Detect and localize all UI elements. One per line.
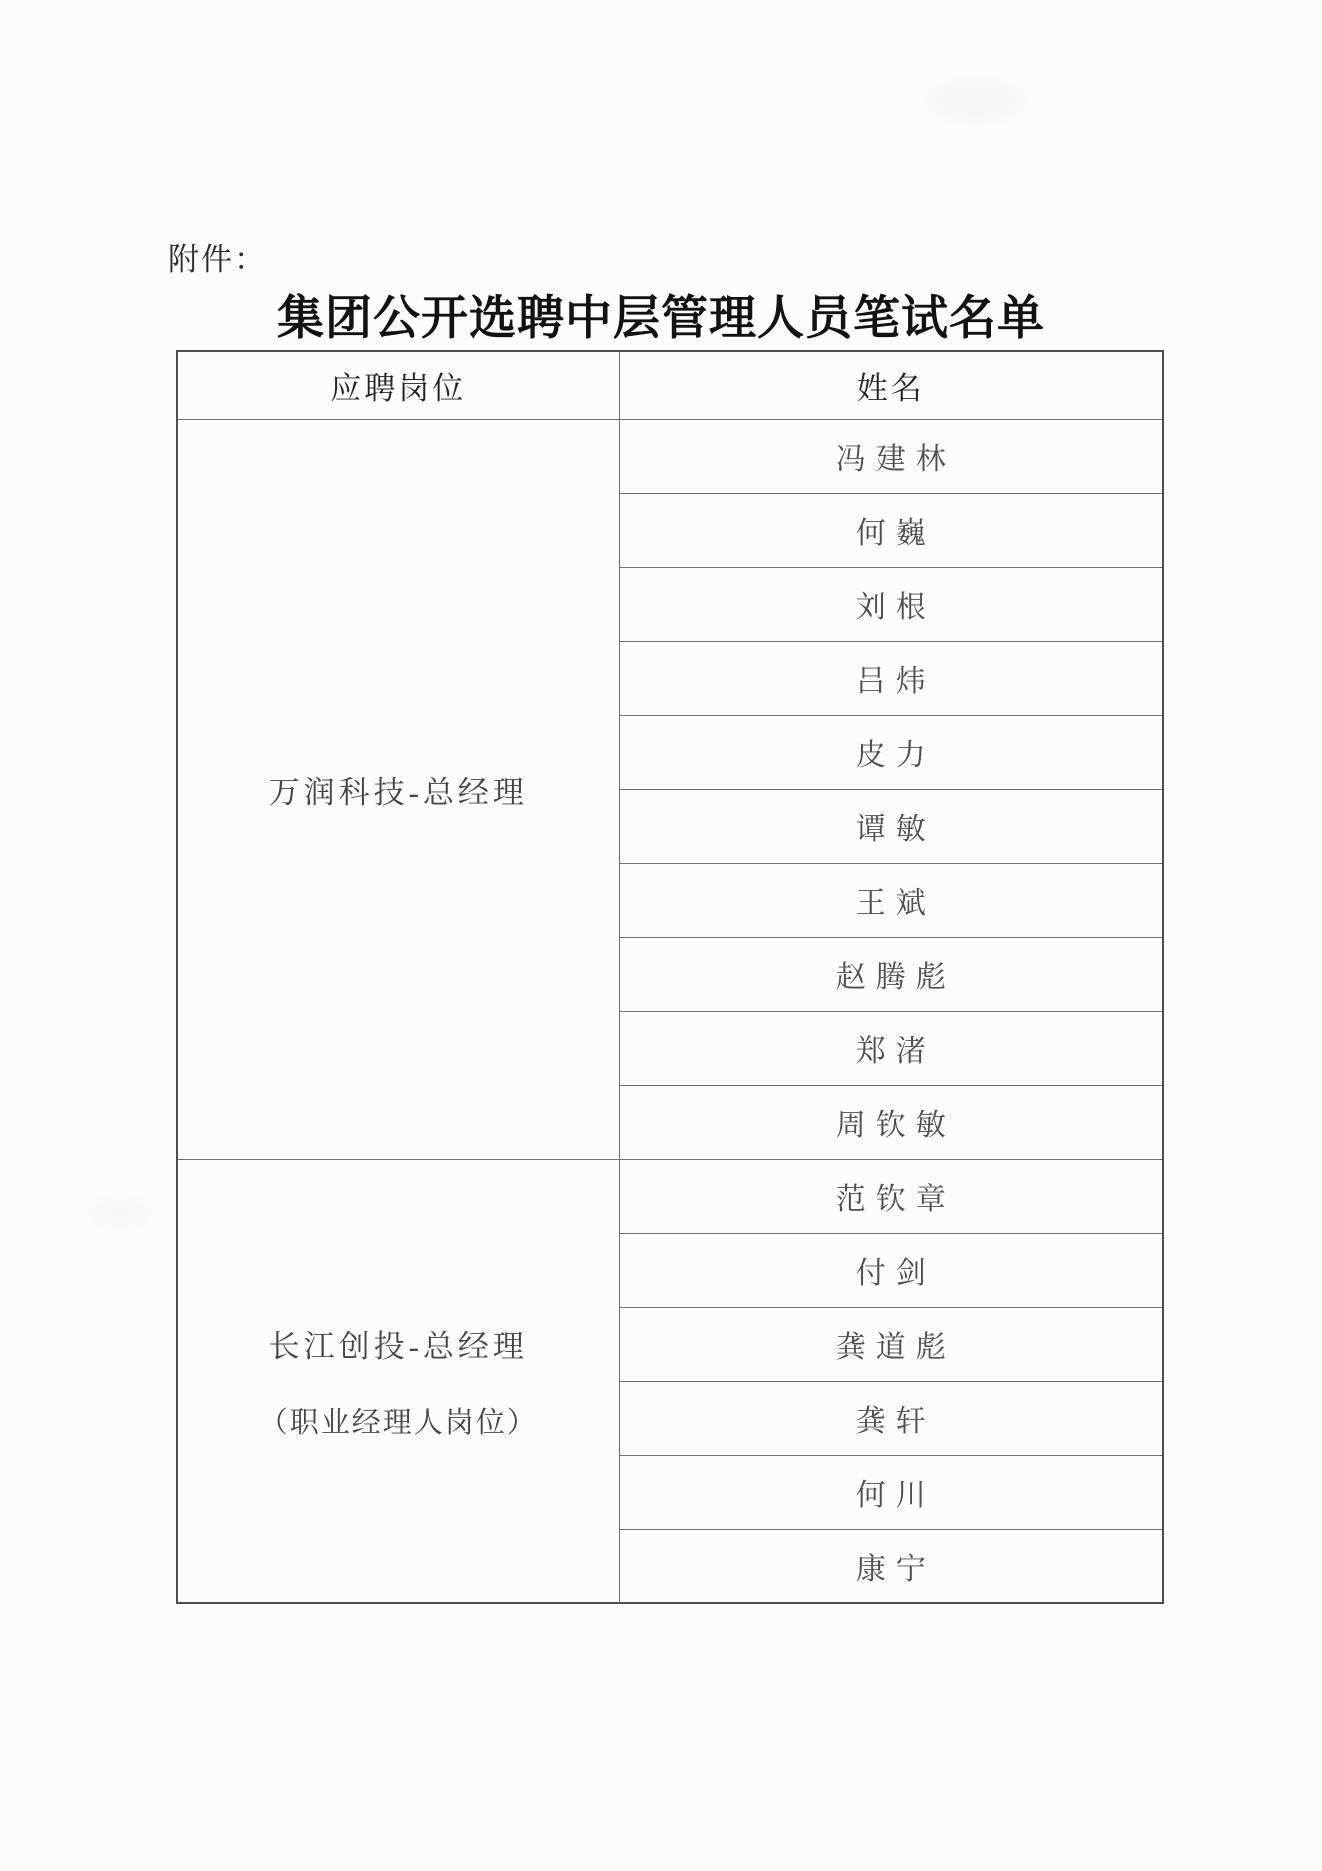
page-title: 集团公开选聘中层管理人员笔试名单 <box>277 293 1045 345</box>
position-label: 万润科技-总经理 <box>268 774 528 810</box>
name-cell: 龚轩 <box>619 1381 1163 1455</box>
scan-smudge <box>928 80 1024 122</box>
name-cell: 赵腾彪 <box>619 937 1163 1011</box>
name-cell: 龚道彪 <box>619 1307 1163 1381</box>
position-cell-changjiang <box>177 1159 619 1603</box>
name-cell: 周钦敏 <box>619 1085 1163 1159</box>
scan-smudge <box>88 1198 152 1228</box>
table-row <box>177 419 1163 493</box>
position-label: 长江创投-总经理 <box>268 1328 528 1364</box>
name-cell: 范钦章 <box>619 1159 1163 1233</box>
name-cell: 皮力 <box>619 715 1163 789</box>
name-cell: 何川 <box>619 1455 1163 1529</box>
name-cell: 康宁 <box>619 1529 1163 1603</box>
position-sublabel: （职业经理人岗位） <box>258 1406 538 1439</box>
name-cell: 郑渚 <box>619 1011 1163 1085</box>
name-cell: 王斌 <box>619 863 1163 937</box>
written-test-roster-table <box>176 350 1164 1604</box>
name-cell: 何巍 <box>619 493 1163 567</box>
position-cell-wanrun <box>177 419 619 1159</box>
table-header-row <box>177 351 1163 419</box>
name-cell: 付剑 <box>619 1233 1163 1307</box>
table-row <box>177 1159 1163 1233</box>
header-name: 姓名 <box>619 351 1163 419</box>
header-position: 应聘岗位 <box>177 351 619 419</box>
name-cell: 冯建林 <box>619 419 1163 493</box>
name-cell: 谭敏 <box>619 789 1163 863</box>
name-cell: 刘根 <box>619 567 1163 641</box>
attachment-label: 附件： <box>168 242 267 277</box>
name-cell: 吕炜 <box>619 641 1163 715</box>
